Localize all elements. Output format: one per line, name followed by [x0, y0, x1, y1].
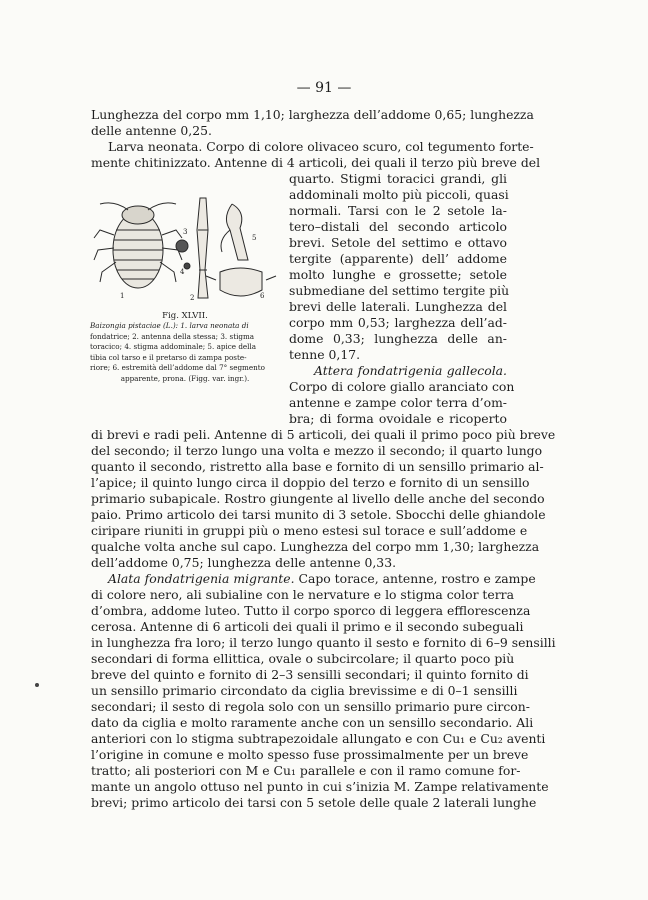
figure-title: Fig. XLVII.	[162, 311, 208, 321]
margin-mark	[35, 683, 39, 687]
body-line: quarto. Stigmi toracici grandi, gli	[289, 171, 507, 186]
body-line: cerosa. Antenne di 6 articoli dei quali il primo e il secondo subeguali	[91, 619, 524, 634]
body-line: dell’addome 0,75; lunghezza delle antenne 0,33.	[91, 555, 397, 570]
body-line: Alata fondatrigenia migrante. Capo torace, antenne, rostro e zampe	[108, 571, 536, 586]
body-line: breve del quinto e fornito di 2–3 sensilli secondari; il quinto fornito di	[91, 667, 529, 682]
body-line: dome 0,33; lunghezza delle an-	[289, 331, 507, 346]
body-line: primario subapicale. Rostro giungente al livello delle anche del secondo	[91, 491, 545, 506]
section-heading: Alata fondatrigenia migrante.	[108, 571, 295, 586]
figure-illustration	[90, 190, 280, 305]
body-line: mente chitinizzato. Antenne di 4 articoli, dei quali il terzo più breve del	[91, 155, 541, 170]
body-line: brevi; primo articolo dei tarsi con 5 setole delle quale 2 laterali lunghe	[91, 795, 537, 810]
caption-line: tibia col tarso e il pretarso di zampa poste-	[90, 352, 247, 362]
caption-line: toracico; 4. stigma addominale; 5. apice della	[90, 342, 257, 351]
body-line: di brevi e radi peli. Antenne di 5 articoli, dei quali il primo poco più breve	[91, 427, 556, 442]
body-line: del secondo; il terzo lungo una volta e mezzo il secondo; il quarto lungo	[91, 443, 543, 458]
body-line: Larva neonata. Corpo di colore olivaceo scuro, col tegumento forte-	[108, 139, 534, 154]
body-line: normali. Tarsi con le 2 setole la-	[289, 203, 507, 218]
body-line: submediane del settimo tergite più	[289, 283, 510, 298]
body-line: tero–distali del secondo articolo	[289, 219, 507, 234]
figure-label: 4	[180, 268, 185, 276]
body-line: qualche volta anche sul capo. Lunghezza del corpo mm 1,30; larghezza	[91, 539, 540, 554]
caption-line: apparente, prona. (Figg. var. ingr.).	[120, 373, 250, 383]
caption-line: fondatrice; 2. antenna della stessa; 3. stigma	[90, 331, 255, 341]
body-line: addominali molto più piccoli, quasi	[289, 187, 509, 202]
body-line: l’origine in comune e molto spesso fuse prossimalmente per un breve	[91, 747, 529, 762]
figure-label: 5	[252, 234, 257, 242]
caption-line: riore; 6. estremità dell’addome dal 7° segmento	[90, 363, 265, 372]
body-line: brevi. Setole del settimo e ottavo	[289, 235, 507, 250]
body-line: un sensillo primario circondato da ciglia brevissime e di 0–1 sensilli	[91, 683, 518, 698]
body-line: delle antenne 0,25.	[91, 123, 212, 138]
figure-label: 3	[183, 228, 188, 236]
figure-caption	[90, 321, 280, 384]
body-line: Lunghezza del corpo mm 1,10; larghezza dell’addome 0,65; lunghezza	[91, 107, 534, 122]
body-line: in lunghezza fra loro; il terzo lungo quanto il sesto e fornito di 6–9 sensilli	[91, 635, 556, 650]
caption-line: Baizongia pistaciae (L.): 1. larva neonata di	[90, 321, 249, 330]
figure-label: 1	[120, 292, 125, 300]
body-line: di colore nero, ali subialine con le nervature e lo stigma color terra	[91, 587, 514, 602]
body-line: d’ombra, addome luteo. Tutto il corpo sporco di leggera efflorescenza	[91, 603, 531, 618]
body-line: bra; di forma ovoidale e ricoperto	[289, 411, 507, 426]
body-line: quanto il secondo, ristretto alla base e fornito di un sensillo primario al-	[91, 459, 544, 474]
body-line: secondari di forma ellittica, ovale o subcircolare; il quarto poco più	[91, 651, 515, 666]
body-line: antenne e zampe color terra d’om-	[289, 395, 507, 410]
body-line: secondari; il sesto di regola solo con un sensillo primario pure circon-	[91, 699, 530, 714]
body-line: dato da ciglia e molto raramente anche con un sensillo secondario. Ali	[91, 715, 534, 730]
body-line: anteriori con lo stigma subtrapezoidale allungato e con Cu₁ e Cu₂ aventi	[91, 731, 546, 746]
body-line: mante un angolo ottuso nel punto in cui s’inizia M. Zampe relativamente	[91, 779, 549, 794]
section-heading: Attera fondatrigenia gallecola.	[314, 363, 507, 378]
body-line: ciripare riuniti in gruppi più o meno estesi sul torace e sull’addome e	[91, 523, 528, 538]
body-line: brevi delle laterali. Lunghezza del	[289, 299, 507, 314]
body-line: molto lunghe e grossette; setole	[289, 267, 507, 282]
figure-label: 6	[260, 292, 265, 300]
body-line: corpo mm 0,53; larghezza dell’ad-	[289, 315, 507, 330]
body-line: tratto; ali posteriori con M e Cu₁ parallele e con il ramo comune for-	[91, 763, 521, 778]
body-line: tenne 0,17.	[289, 347, 361, 362]
body-line: paio. Primo articolo dei tarsi munito di 3 setole. Sbocchi delle ghiandole	[91, 507, 546, 522]
page-number: — 91 —	[296, 80, 352, 96]
figure-label: 2	[190, 294, 195, 302]
body-line: l’apice; il quinto lungo circa il doppio del terzo e fornito di un sensillo	[91, 475, 530, 490]
body-line: Corpo di colore giallo aranciato con	[289, 379, 515, 394]
body-line: tergite (apparente) dell’ addome	[289, 251, 507, 266]
